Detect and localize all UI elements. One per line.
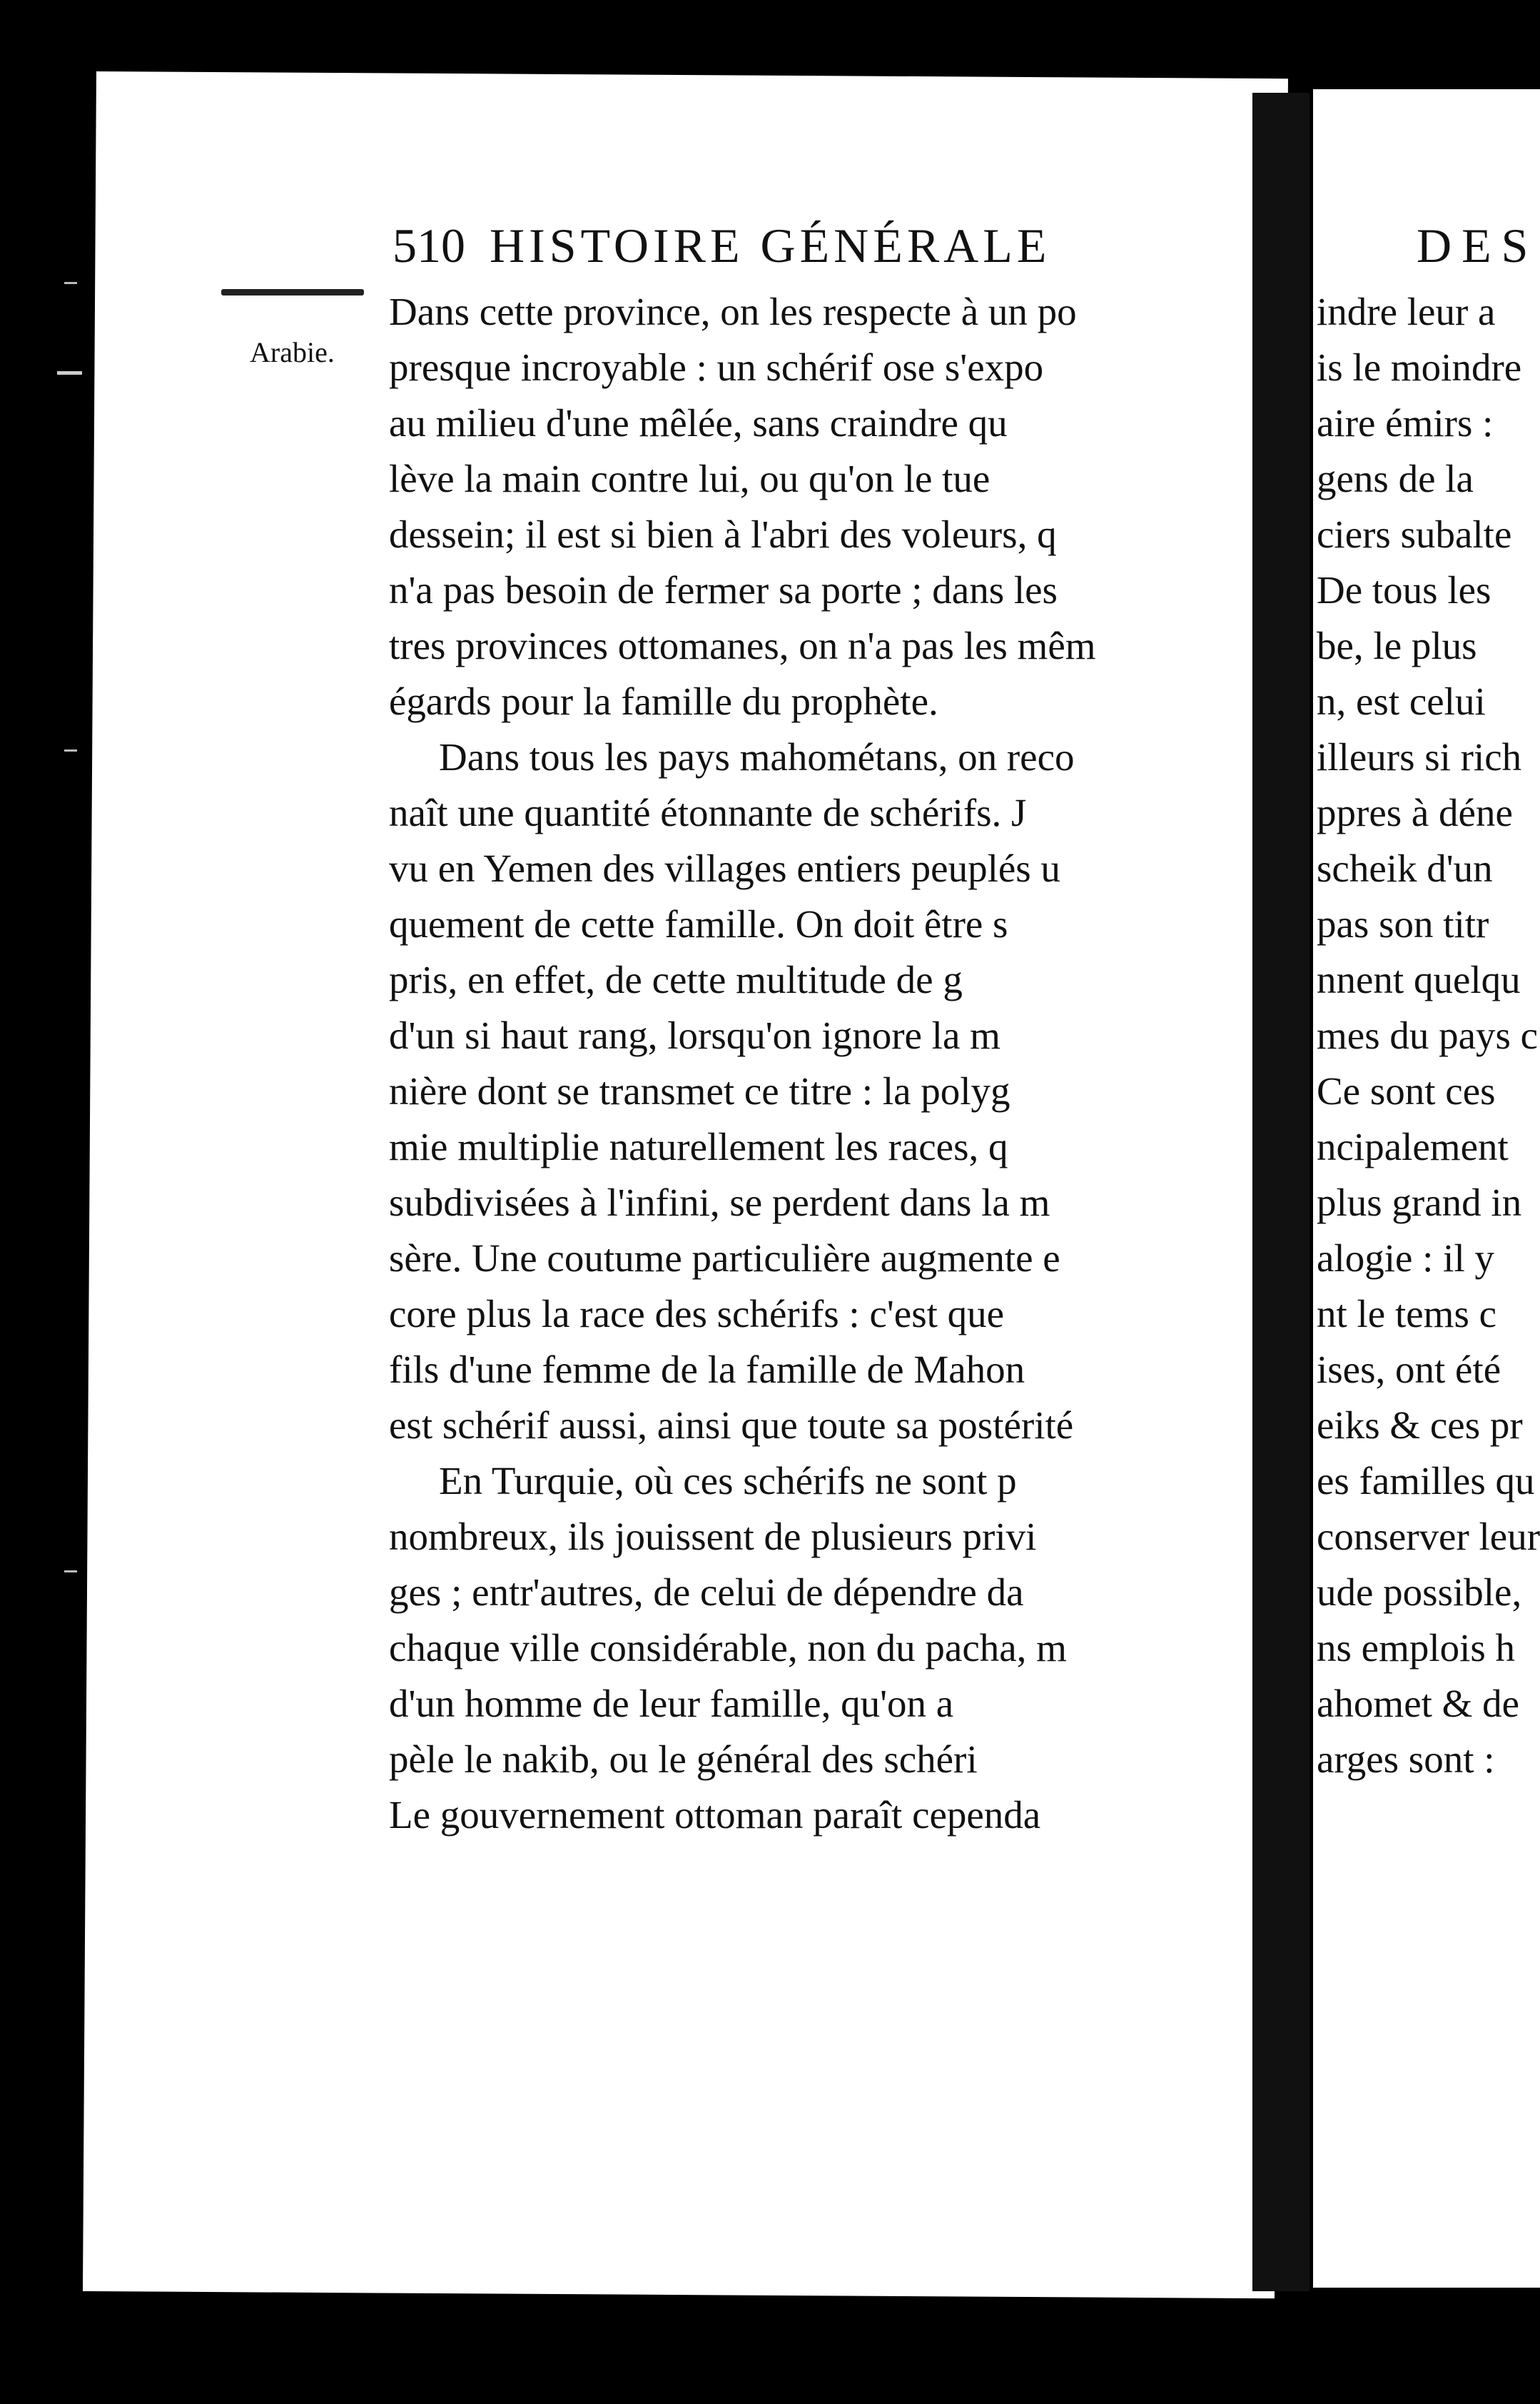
text-line: nnent quelqu (1317, 958, 1521, 1001)
text-line: ns emplois h (1317, 1626, 1516, 1670)
margin-note: Arabie. (250, 336, 335, 368)
text-line: quement de cette famille. On doit être s (389, 902, 1008, 946)
right-page-text (1317, 284, 1540, 1787)
text-line: fils d'une femme de la famille de Mahon (389, 1348, 1025, 1391)
text-line: naît une quantité étonnante de schérifs. J (389, 791, 1027, 834)
text-line: conserver leur (1317, 1515, 1540, 1558)
scan-mark (64, 1570, 77, 1572)
text-line: is le moindre (1317, 345, 1522, 389)
text-line: n, est celui (1317, 680, 1486, 723)
margin-rule (221, 289, 364, 296)
text-line: Dans tous les pays mahométans, on reco (439, 735, 1075, 779)
text-line: d'un si haut rang, lorsqu'on ignore la m (389, 1014, 1001, 1057)
book-gutter (1252, 93, 1309, 2291)
text-line: Le gouvernement ottoman paraît cependa (389, 1793, 1041, 1837)
text-line: lève la main contre lui, ou qu'on le tue (389, 457, 991, 500)
text-line: nombreux, ils jouissent de plusieurs privi (389, 1515, 1037, 1558)
text-line: En Turquie, où ces schérifs ne sont p (439, 1459, 1017, 1502)
text-line: alogie : il y (1317, 1236, 1494, 1280)
text-line: tres provinces ottomanes, on n'a pas les mêm (389, 624, 1096, 667)
text-line: n'a pas besoin de fermer sa porte ; dans les (389, 568, 1058, 612)
scan-mark (64, 282, 77, 284)
scan-mark (64, 749, 77, 752)
text-line: De tous les (1317, 568, 1491, 612)
text-line: égards pour la famille du prophète. (389, 680, 938, 723)
text-line: d'un homme de leur famille, qu'on a (389, 1682, 954, 1725)
text-line: es familles qu (1317, 1459, 1535, 1502)
text-line: ges ; entr'autres, de celui de dépendre da (389, 1570, 1024, 1614)
text-line: ncipalement (1317, 1125, 1509, 1168)
text-line: mie multiplie naturellement les races, q (389, 1125, 1008, 1168)
text-line: arges sont : (1317, 1737, 1495, 1781)
page-number: 510 (392, 218, 465, 273)
text-line: chaque ville considérable, non du pacha, m (389, 1626, 1067, 1670)
text-line: mes du pays c (1317, 1014, 1539, 1057)
text-line: au milieu d'une mêlée, sans craindre qu (389, 401, 1008, 445)
text-line: vu en Yemen des villages entiers peuplés u (389, 847, 1060, 890)
text-line: est schérif aussi, ainsi que toute sa postérité (389, 1403, 1074, 1447)
text-line: indre leur a (1317, 290, 1496, 333)
text-line: ahomet & de (1317, 1682, 1520, 1725)
text-line: pris, en effet, de cette multitude de g (389, 958, 963, 1001)
text-line: pas son titr (1317, 902, 1489, 946)
text-line: be, le plus (1317, 624, 1477, 667)
text-line: eiks & ces pr (1317, 1403, 1523, 1447)
text-line: Dans cette province, on les respecte à un po (389, 290, 1077, 333)
text-line: nt le tems c (1317, 1292, 1497, 1335)
text-line: core plus la race des schérifs : c'est que (389, 1292, 1005, 1335)
text-line: presque incroyable : un schérif ose s'expo (389, 345, 1044, 389)
text-line: Ce sont ces (1317, 1069, 1496, 1113)
text-line: dessein; il est si bien à l'abri des voleurs, q (389, 512, 1057, 556)
text-line: sère. Une coutume particulière augmente e (389, 1236, 1060, 1280)
text-line: scheik d'un (1317, 847, 1493, 890)
text-line: nière dont se transmet ce titre : la polyg (389, 1069, 1010, 1113)
text-line: ises, ont été (1317, 1348, 1501, 1391)
text-line: aire émirs : (1317, 401, 1494, 445)
left-page-text (389, 284, 1238, 1843)
scan-mark (57, 371, 82, 375)
text-line: illeurs si rich (1317, 735, 1522, 779)
text-line: ppres à déne (1317, 791, 1513, 834)
text-line: subdivisées à l'infini, se perdent dans la m (389, 1181, 1050, 1224)
right-running-head: DES (1417, 218, 1539, 273)
text-line: ude possible, (1317, 1570, 1522, 1614)
text-line: gens de la (1317, 457, 1474, 500)
page-title: HISTOIRE GÉNÉRALE (490, 218, 1051, 273)
text-line: ciers subalte (1317, 512, 1512, 556)
running-head (392, 218, 1050, 274)
text-line: plus grand in (1317, 1181, 1522, 1224)
text-line: pèle le nakib, ou le général des schéri (389, 1737, 978, 1781)
